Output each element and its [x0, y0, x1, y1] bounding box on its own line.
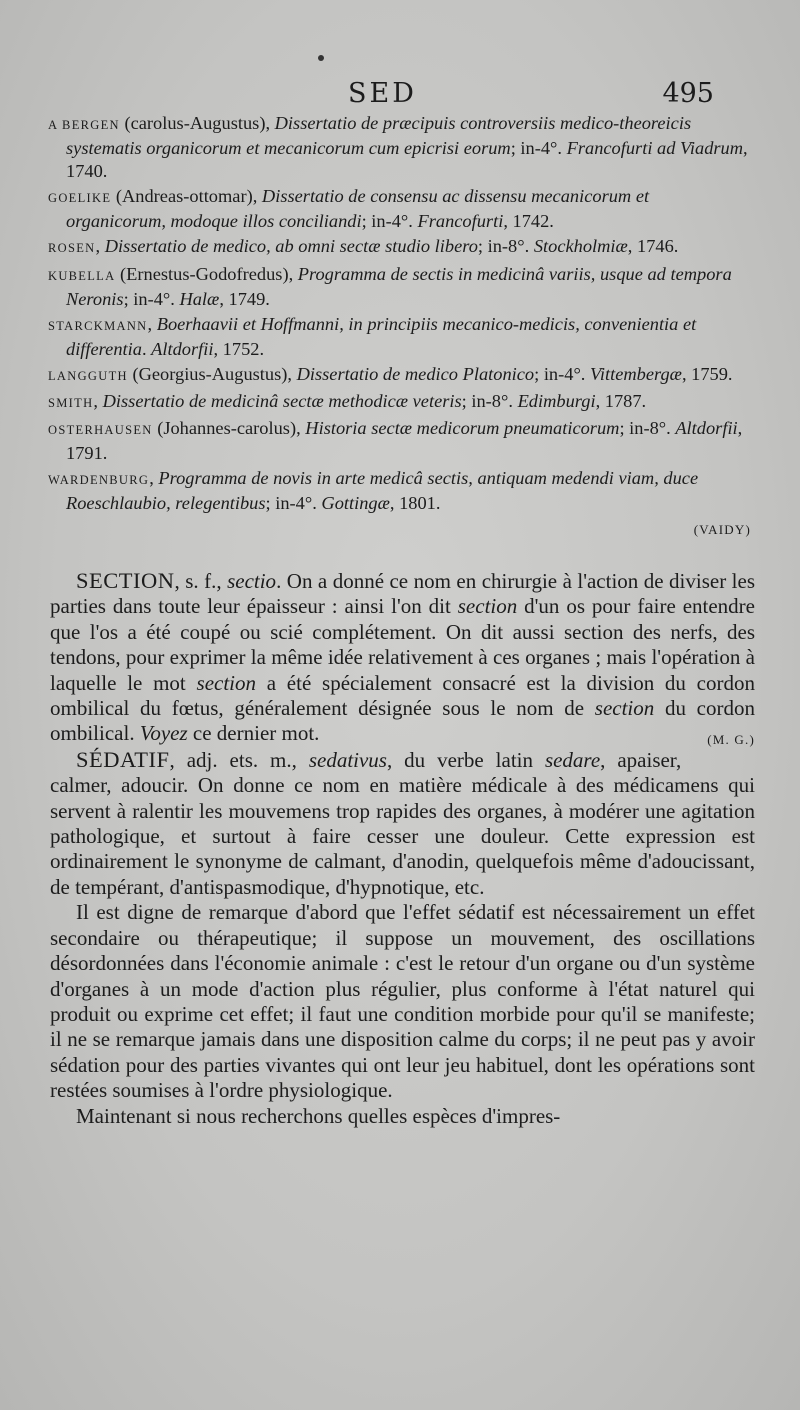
text-run: , apaiser, calmer, adoucir. On donne ce nom en matière médicale à des médicamens qui servent à ralentir les mouvemens trop rapides des organes, à modérer une agitation pathologique, et surtout à faire cesser une douleur. Cette expression est ordinairement le synonyme de calmant, d'anodin, quelquefois même d'adoucissant, de tempérant, d'antispasmodique, d'hypnotique, etc. [50, 747, 755, 899]
bib-post: ; in-8°. [619, 418, 676, 439]
bib-year: , 1740. [66, 138, 748, 182]
bib-title: Dissertatio de medicinâ sectæ methodicæ veteris [102, 391, 462, 412]
bib-pre: , [93, 391, 103, 412]
text-run: , du verbe latin [386, 747, 545, 772]
bib-author: SMITH [48, 396, 94, 411]
bib-title: Dissertatio de medico Platonico [296, 363, 535, 384]
bib-author: KUBELLA [48, 268, 116, 283]
bib-post: ; in-4°. [534, 363, 590, 384]
bib-post: ; in-8°. [477, 236, 534, 257]
bib-year: , 1801. [389, 493, 441, 514]
italic-term: section [196, 670, 256, 695]
bib-year: , 1787. [595, 391, 647, 412]
ink-spot [318, 55, 324, 61]
bib-post: ; in-4°. [361, 211, 418, 232]
bib-entry [48, 417, 753, 465]
bib-entry [48, 363, 753, 388]
bib-pre: , [147, 313, 157, 334]
italic-term: section [457, 594, 518, 619]
bib-post: . [141, 338, 152, 359]
bib-place: Halæ [179, 288, 220, 309]
bib-pre: (Johannes-carolus), [152, 418, 306, 439]
bib-author: GOELIKE [48, 191, 112, 206]
article-body [50, 568, 755, 1129]
bib-entry [48, 467, 753, 515]
latin-term: sedativus [308, 747, 387, 772]
page-number: 495 [662, 78, 714, 109]
bib-title: Dissertatio de medico, ab omni sectæ studio libero [104, 236, 478, 257]
bib-year: , 1752. [213, 338, 265, 359]
text-run: . On a donné ce nom en chirurgie à l'action de diviser les parties dans toute leur épaisseur : ainsi l'on dit [50, 569, 755, 619]
section-entry [50, 568, 755, 747]
bib-post: ; in-4°. [123, 288, 180, 309]
bib-entry [48, 235, 753, 260]
sedatif-entry [50, 747, 755, 900]
bib-pre: (Georgius-Augustus), [127, 363, 297, 384]
bib-pre: , [149, 468, 159, 489]
bib-place: Vittembergæ [590, 363, 682, 384]
bib-title: Dissertatio de consensu ac dissensu mecanicorum et organicorum, modoque illos conciliandi [66, 186, 650, 232]
italic-term: section [594, 696, 655, 721]
text-run: du cordon ombilical. [50, 696, 755, 746]
bib-author: WARDENBURG [48, 473, 150, 488]
text-run: d'un os pour faire entendre que l'os a été coupé ou scié complétement. On dit aussi section des nerfs, des tendons, pour exprimer la même idée relativement à ces organes ; mais l'opération à laquelle le mot [50, 594, 756, 695]
bib-place: Gottingæ [321, 493, 390, 514]
entry-signature: (M. G.) [707, 732, 755, 748]
bib-place: Altdorfii [151, 338, 214, 359]
bib-place: Edimburgi [517, 391, 596, 412]
bib-entry [48, 263, 753, 311]
page-header [0, 78, 800, 112]
bib-author: A BERGEN [48, 118, 120, 132]
bib-pre: (Ernestus-Godofredus), [115, 263, 298, 284]
text-run: ce dernier mot. [187, 721, 320, 746]
bib-entry [48, 185, 753, 233]
bib-year: , 1759. [681, 363, 733, 384]
bib-author: OSTERHAUSEN [48, 423, 153, 438]
bib-signature: (VAIDY) [693, 521, 751, 537]
bib-place: Stockholmiæ [533, 236, 628, 257]
cross-reference: Voyez [139, 721, 188, 746]
bib-place: Francofurti [417, 211, 504, 232]
headword-section: SECTION [76, 568, 175, 593]
bib-title: Boerhaavii et Hoffmanni, in principiis mecanico-medicis, convenientia et differentia [66, 313, 697, 359]
bib-pre: (carolus-Augustus), [119, 113, 275, 133]
text-run: , s. f., [174, 569, 228, 593]
running-head: SED [348, 78, 417, 109]
headword-sedatif: SÉDATIF [76, 746, 170, 772]
bib-post: ; in-4°. [510, 138, 567, 159]
bib-post: ; in-8°. [461, 391, 518, 412]
bib-pre: , [95, 236, 105, 257]
bib-title: Programma de sectis in medicinâ variis, usque ad tempora Neronis [66, 263, 732, 309]
bib-title: Programma de novis in arte medicâ sectis, antiquam medendi viam, duce Roeschlaubio, relegentibus [66, 468, 699, 514]
bib-entry [48, 390, 753, 415]
latin-verb: sedare [544, 747, 601, 772]
paragraph: Maintenant si nous recherchons quelles espèces d'impres- [76, 1103, 561, 1128]
bibliography [48, 112, 753, 541]
bib-author: STARCKMANN [48, 318, 148, 333]
latin-term: sectio [227, 569, 277, 593]
bib-year: , 1749. [219, 288, 270, 309]
bib-place: Altdorfii [675, 418, 738, 439]
bib-author: LANGGUTH [48, 368, 128, 383]
bib-year: , 1791. [66, 418, 743, 464]
bib-entry [48, 112, 753, 183]
bib-author: ROSEN [48, 241, 96, 256]
text-run: , adj. ets. m., [169, 747, 309, 772]
bib-post: ; in-4°. [265, 493, 322, 514]
bib-title: Dissertatio de præcipuis controversiis medico-theoreicis systematis organicorum et mecanicorum cum epicrisi eorum [66, 113, 692, 159]
text-run: a été spécialement consacré est la division du cordon ombilical du fœtus, généralement désignée sous le nom de [50, 670, 755, 721]
bib-pre: (Andreas-ottomar), [111, 186, 262, 207]
bib-year: , 1742. [503, 211, 554, 232]
bib-place: Francofurti ad Viadrum [566, 138, 744, 159]
bib-title: Historia sectæ medicorum pneumaticorum [305, 418, 620, 439]
paragraph: Il est digne de remarque d'abord que l'effet sédatif est nécessairement un effet secondaire ou thérapeutique; il suppose un mouvement, des oscillations désordonnées dans l'économie animale : c'est le retour d'un organe ou d'un système d'organes à un mode d'action plus régulier, plus conforme à l'état naturel qui produit ou exprime cet effet; il faut une condition morbide pour qu'il se manifeste; il ne se remarque jamais dans une disposition calme du corps; il ne peut pas y avoir sédation pour des parties vivantes qui ont leur jeu habituel, dont les opérations sont restées soumises à l'ordre physiologique. [50, 900, 755, 1103]
bib-entry [48, 313, 753, 361]
bib-year: , 1746. [627, 236, 679, 257]
